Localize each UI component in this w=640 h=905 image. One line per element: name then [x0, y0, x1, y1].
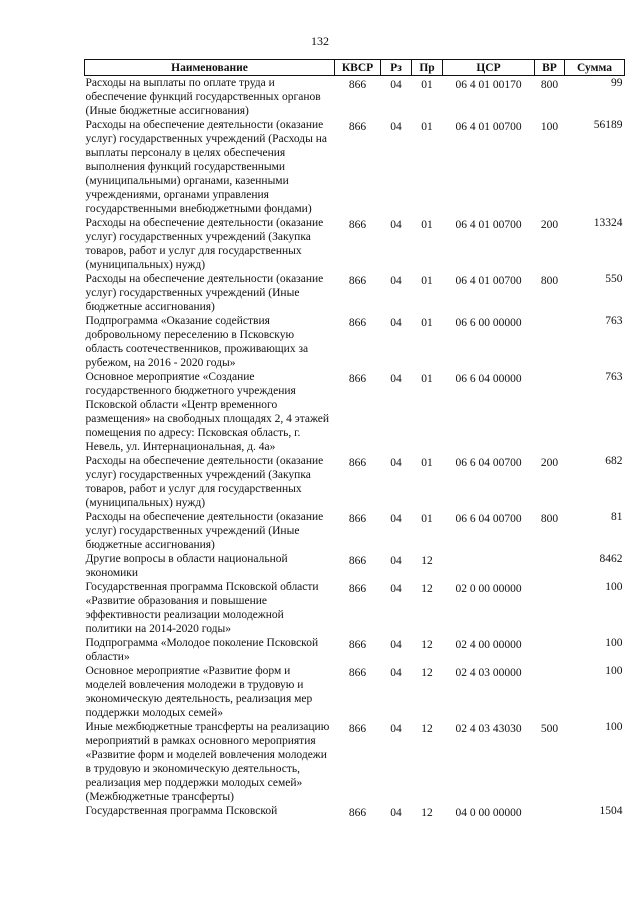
cell-csr: 06 4 01 00700 [455, 121, 522, 133]
cell-pr: 12 [421, 723, 433, 735]
cell-name: Государственная программа Псковской области «Развитие образования и повышение эффективности реализации молодежной политики на 2014-2020 годы» [85, 581, 319, 635]
table-row [85, 720, 625, 804]
cell-sum: 100 [605, 637, 623, 649]
cell-vr [535, 314, 565, 370]
cell-name: Расходы на обеспечение деятельности (оказание услуг) государственных учреждений (Расходы на выплаты персоналу в целях обеспечения выполнения функций государственными (муниципальными) органами, казенными учреждениями, органами управления государственными внебюджетными фондами) [85, 119, 328, 215]
cell-sum: 100 [605, 581, 623, 593]
cell-sum: 1504 [599, 805, 623, 817]
header-pr: Пр [412, 60, 443, 76]
cell-vr: 200 [540, 457, 559, 469]
cell-rz: 04 [390, 275, 402, 287]
cell-vr: 800 [540, 513, 559, 525]
cell-rz: 04 [390, 639, 402, 651]
cell-kvsr: 866 [348, 667, 367, 679]
cell-kvsr: 866 [348, 219, 367, 231]
cell-kvsr: 866 [348, 807, 367, 819]
budget-table [84, 59, 625, 820]
cell-rz: 04 [390, 555, 402, 567]
cell-name: Подпрограмма «Оказание содействия добровольному переселению в Псковскую область соотечественников, проживающих за рубежом, на 2016 - 2020 годы» [85, 315, 309, 369]
cell-pr: 01 [421, 457, 433, 469]
table-row [85, 370, 625, 454]
table-row [85, 804, 625, 820]
cell-rz: 04 [390, 513, 402, 525]
cell-sum: 99 [611, 77, 623, 89]
table-row [85, 580, 625, 636]
cell-rz: 04 [390, 667, 402, 679]
cell-name: Расходы на обеспечение деятельности (оказание услуг) государственных учреждений (Закупка товаров, работ и услуг для государственных (муниципальных) нужд) [85, 217, 324, 271]
cell-sum: 81 [611, 511, 623, 523]
cell-csr [443, 552, 535, 580]
cell-pr: 01 [421, 79, 433, 91]
cell-kvsr: 866 [348, 373, 367, 385]
table-row [85, 636, 625, 664]
cell-csr: 06 6 04 00700 [455, 457, 522, 469]
cell-sum: 100 [605, 665, 623, 677]
cell-kvsr: 866 [348, 639, 367, 651]
cell-vr: 200 [540, 219, 559, 231]
cell-csr: 06 4 01 00170 [455, 79, 522, 91]
cell-rz: 04 [390, 723, 402, 735]
cell-vr [535, 370, 565, 454]
table-row [85, 552, 625, 580]
cell-name: Основное мероприятие «Развитие форм и моделей вовлечения молодежи в трудовую и экономическую деятельность, реализация мер поддержки молодых семей» [85, 665, 313, 719]
cell-sum: 763 [605, 315, 623, 327]
table-row [85, 118, 625, 216]
cell-pr: 01 [421, 121, 433, 133]
table-header-row [85, 60, 625, 76]
cell-vr [535, 636, 565, 664]
cell-pr: 01 [421, 513, 433, 525]
cell-sum: 8462 [599, 553, 623, 565]
table-row [85, 664, 625, 720]
cell-vr [535, 580, 565, 636]
cell-rz: 04 [390, 583, 402, 595]
cell-kvsr: 866 [348, 121, 367, 133]
cell-kvsr: 866 [348, 513, 367, 525]
cell-name: Расходы на обеспечение деятельности (оказание услуг) государственных учреждений (Иные бюджетные ассигнования) [85, 273, 324, 313]
cell-name: Подпрограмма «Молодое поколение Псковской области» [85, 637, 319, 663]
cell-csr: 02 4 00 00000 [455, 639, 522, 651]
table-row [85, 216, 625, 272]
cell-pr: 12 [421, 583, 433, 595]
cell-pr: 12 [421, 639, 433, 651]
cell-name: Иные межбюджетные трансферты на реализацию мероприятий в рамках основного мероприятия «Развитие форм и моделей вовлечения молодежи в трудовую и экономическую деятельность, реализация мер поддержки молодых семей» (Межбюджетные трансферты) [85, 721, 330, 803]
cell-kvsr: 866 [348, 317, 367, 329]
cell-rz: 04 [390, 457, 402, 469]
cell-csr: 06 6 04 00000 [455, 373, 522, 385]
header-sum: Сумма [565, 60, 625, 76]
cell-name: Другие вопросы в области национальной экономики [85, 553, 288, 579]
cell-kvsr: 866 [348, 723, 367, 735]
cell-sum: 682 [605, 455, 623, 467]
cell-name: Расходы на обеспечение деятельности (оказание услуг) государственных учреждений (Закупка товаров, работ и услуг для государственных (муниципальных) нужд) [85, 455, 324, 509]
table-row [85, 314, 625, 370]
cell-rz: 04 [390, 121, 402, 133]
cell-csr: 06 6 04 00700 [455, 513, 522, 525]
header-rz: Рз [381, 60, 412, 76]
cell-rz: 04 [390, 317, 402, 329]
cell-kvsr: 866 [348, 583, 367, 595]
cell-kvsr: 866 [348, 555, 367, 567]
cell-vr: 500 [540, 723, 559, 735]
cell-sum: 56189 [593, 119, 623, 131]
cell-csr: 04 0 00 00000 [455, 807, 522, 819]
cell-pr: 01 [421, 373, 433, 385]
table-row [85, 76, 625, 119]
cell-sum: 550 [605, 273, 623, 285]
cell-csr: 02 4 03 00000 [455, 667, 522, 679]
table-body [85, 76, 625, 821]
table-row [85, 272, 625, 314]
cell-name: Государственная программа Псковской [85, 805, 278, 817]
cell-csr: 06 4 01 00700 [455, 275, 522, 287]
table-row [85, 510, 625, 552]
cell-csr: 06 6 00 00000 [455, 317, 522, 329]
cell-csr: 02 4 03 43030 [455, 723, 522, 735]
cell-name: Расходы на выплаты по оплате труда и обеспечение функций государственных органов (Иные бюджетные ассигнования) [85, 77, 321, 117]
cell-csr: 06 4 01 00700 [455, 219, 522, 231]
cell-pr: 01 [421, 219, 433, 231]
page-number: 132 [311, 34, 329, 48]
header-csr: ЦСР [443, 60, 535, 76]
cell-kvsr: 866 [348, 79, 367, 91]
cell-sum: 763 [605, 371, 623, 383]
cell-pr: 01 [421, 275, 433, 287]
header-vr: ВР [535, 60, 565, 76]
cell-vr [535, 552, 565, 580]
header-name: Наименование [85, 60, 335, 76]
cell-pr: 12 [421, 807, 433, 819]
cell-pr: 12 [421, 667, 433, 679]
cell-vr [535, 664, 565, 720]
cell-vr: 800 [540, 275, 559, 287]
cell-vr: 800 [540, 79, 559, 91]
cell-kvsr: 866 [348, 275, 367, 287]
cell-rz: 04 [390, 79, 402, 91]
cell-rz: 04 [390, 219, 402, 231]
cell-pr: 01 [421, 317, 433, 329]
header-kvsr: КВСР [335, 60, 381, 76]
cell-vr [535, 804, 565, 820]
cell-name: Основное мероприятие «Создание государственного бюджетного учреждения Псковской области «Центр временного размещения» на свободных площадях 2, 4 этажей помещения по адресу: Псковская область, г. Невель, ул. Интернациональная, д. 4а» [85, 371, 330, 453]
cell-pr: 12 [421, 555, 433, 567]
cell-vr: 100 [540, 121, 559, 133]
cell-kvsr: 866 [348, 457, 367, 469]
cell-sum: 13324 [593, 217, 623, 229]
cell-name: Расходы на обеспечение деятельности (оказание услуг) государственных учреждений (Иные бюджетные ассигнования) [85, 511, 324, 551]
table-row [85, 454, 625, 510]
cell-sum: 100 [605, 721, 623, 733]
cell-csr: 02 0 00 00000 [455, 583, 522, 595]
cell-rz: 04 [390, 373, 402, 385]
cell-rz: 04 [390, 807, 402, 819]
